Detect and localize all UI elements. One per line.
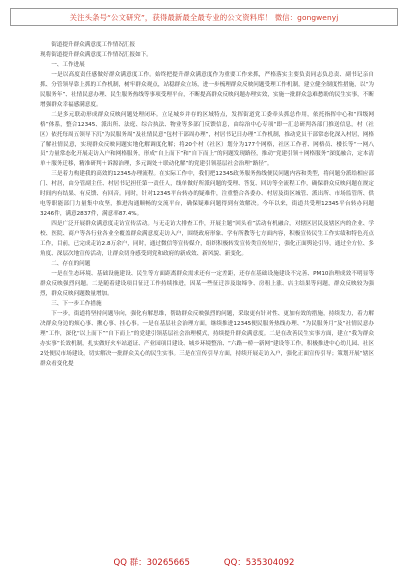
document-body (40, 41, 374, 546)
section-3-heading: 三、下一步工作措施 (51, 300, 102, 307)
promo-banner (10, 8, 398, 26)
section-1-paragraph-1: 一是以高度责任感做好群众满意度工作。始终把提升群众满意度作为重要工作来抓，严格落实主要负责同志负总责、副书记亲自抓、分管领导靠上抓的工作机制，树牢群众观点，站稳群众立场，进一步梳理群众反映问题受理工作机制，建立健全制度性措施，以“为民服务年”、社情民意办理、民生服务热线等事项受理平台，不断提高群众反映问题办理实效，实施一批群众急难愁盼的民生实事，不断增强群众幸福感满意度。 (40, 71, 374, 108)
section-3-paragraph-1: 下一步，街道将坚持问题导向，强化有解思维，帮助群众反映强烈的问题，采取更有针对性、更加有效的措施，持续发力，着力解决群众身边的烦心事、揪心事、挂心事。一是在基层社会治理方面，继续推进12345便民服务热线办理、“为民服务月”及“社情民意办理”工作，深化“以上而下”“自下而上”的党建引领基层社会治理模式，持续提升群众满意度。二是在改善民生实事方面，建立“我为群众办实事”长效机制，扎实做好火车站道证、产业园项目建设、城乡环境整治、“六路一桥一新网”建设等工作，积极推进中心幼儿园、社区2处便民市场建设，切实解决一批群众关心的民生实事。三是在宣传引导方面，持续开展走访入户，强化正面宣传引导；策划开展“辖区群众看变化提 (40, 310, 374, 367)
section-1-paragraph-4: 四是广泛开展群众满意度走访宣传活动。与无走访大排查工作，开展主题“回头看”活动有机融合，对辖区居民及辖区内的企业、学校、医院、商户等各行业各业全覆盖群众满意度走访入户，围绕政府形象、学有所教等七方面内容，积极宣传民生工作实绩和特色亮点工作，目前，已完成走访2.8万余户，同时，通过微信等宣传媒介，组织积极转发宣传类宣传短片，强化正面舆论引导，通过全方位、多角度、深层次地宣传活动，让群众切身感受到党和政府的新成效、新风貌、新变化。 (40, 221, 374, 258)
footer-qq-group: QQ 群：30265665 (113, 558, 190, 568)
section-2-paragraph-1: 一是在生态环境、基础设施建设、民生等方面距离群众需求还有一定差距，还存在基础设施建设不完善、PM10治理成效不明显等群众反映强烈问题。二是随着建设项目征迁工作持续推进，因某一些征迁涉及取缔争、房租上涨、店主结果等问题，群众反映较为强烈，群众反映问题数量增加。 (40, 270, 374, 297)
section-2-heading: 二、存在的问题 (51, 260, 91, 267)
footer-qq-number: QQ：535304092 (223, 558, 295, 568)
intro-paragraph: 现将街道提升群众满意度工作情况汇报如下。 (40, 51, 152, 58)
section-1-paragraph-3: 三是着力构建我的高效的12345办理流程。在实际工作中，我们把12345政务服务热线便民问题内容和类型，将问题分派给相应部门、村居，由分管副主任、村居书记担任第一责任人，线单做好所派问题的受理、答复、回访等全流程工作，确保群众反映问题在规定时间内有结果、有反馈、有回音。同时，针对12345平台转办的疑难件，注重整合各委办、村居及街区城管、派出所、市场监管所、供电等职能部门力量集中攻坚，推进沟通顺畅的交流平台，确保疑难问题得到有效解决。今年以来，街道共受理12345平台转办问题3246件，满意2837件，满意率87.4%。 (40, 171, 374, 218)
document-title: 街道提升群众满意度工作情况汇报 (51, 42, 136, 48)
promo-banner-text: 关注头条号“公文研究”，获得最新最全最专业的公文资料库！ 微信：gongwenyj (69, 12, 339, 22)
section-1-paragraph-2: 二是多元联动形成群众反映问题处理闭环。立足城乡并存的区域特点，发挥街道党工委牵头抓总作用，依托指挥中心和“四级网格”体系，整合12345、派出所、法庭、综合执法、物业等多部门反馈信息，由综治中心专项“即一汇总研判各部门推送信息，村（社区）依托每周五领导下沉“为民服务周”及社情民意“包村干部周办理”，村居书记日办理”工作机制，推动党员干部常态化深入村居，网格了解社情民意，实现群众反映问题实地化解调度化解；将20个村（社区）划分为177个网格，社区工作者、网格员、楼长等“一网八员”力量常态化开展走访入户和网格服务，形成“自上而下”和“自下而上”的问题发现路径，推动“党建引领＋网格服务”深度融合，定本清单＋服务迁移，精准研判＋诉源治理，多元调处＋联动化解”的党建引领基层社会治理“路径”。 (40, 111, 374, 168)
section-1-heading: 一、工作进展 (51, 61, 85, 68)
footer-contact (0, 554, 408, 570)
